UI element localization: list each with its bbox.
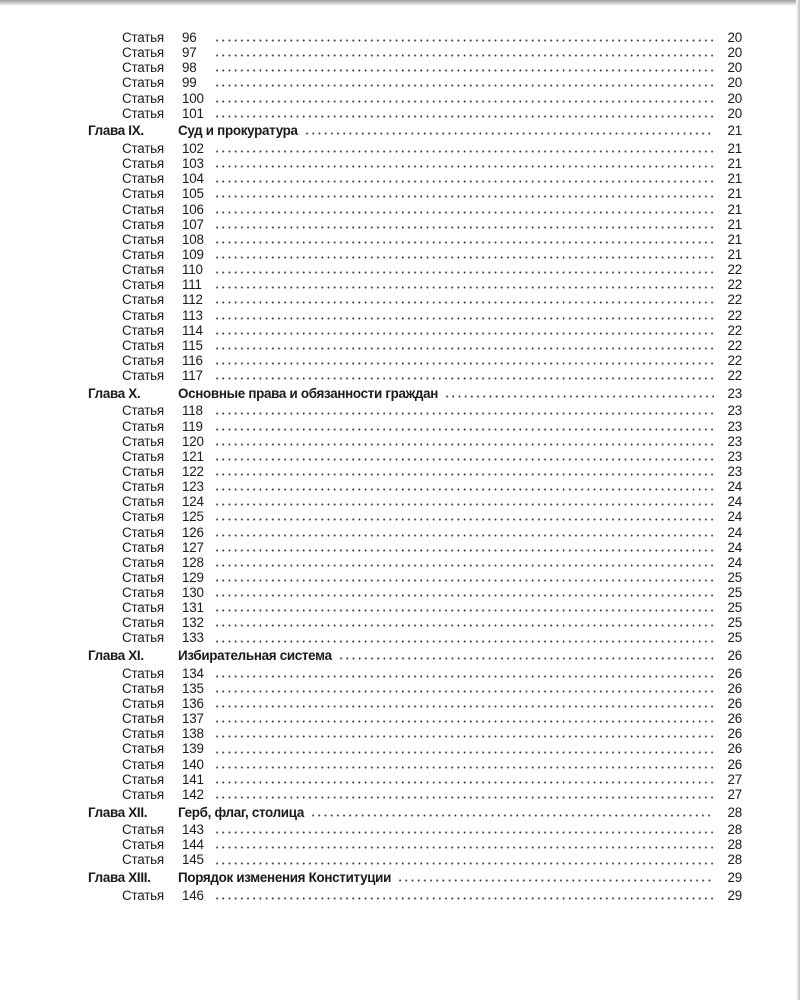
toc-article-row <box>88 353 742 368</box>
dot-leader <box>214 518 714 522</box>
article-label: Статья <box>122 771 164 787</box>
dot-leader <box>214 316 714 320</box>
toc-article-row <box>88 141 742 156</box>
article-number: 127 <box>182 539 204 555</box>
article-label: Статья <box>122 786 164 802</box>
article-number: 97 <box>182 45 197 61</box>
article-label: Статья <box>122 448 164 464</box>
page-number: 20 <box>727 45 742 61</box>
toc-article-row <box>88 323 742 338</box>
page-number: 28 <box>727 852 742 868</box>
article-label: Статья <box>122 554 164 570</box>
article-label: Статья <box>122 156 164 172</box>
toc-article-row <box>88 741 742 756</box>
article-label: Статья <box>122 696 164 712</box>
page-number: 24 <box>727 479 742 495</box>
article-number: 102 <box>182 140 204 156</box>
toc-article-row <box>88 681 742 696</box>
toc-article-row <box>88 217 742 232</box>
dot-leader <box>214 609 714 613</box>
article-label: Статья <box>122 615 164 631</box>
article-label: Статья <box>122 852 164 868</box>
toc-article-row <box>88 772 742 787</box>
dot-leader <box>214 594 714 598</box>
article-label: Статья <box>122 887 164 903</box>
article-label: Статья <box>122 30 164 45</box>
article-number: 122 <box>182 463 204 479</box>
toc-article-row <box>88 757 742 772</box>
article-number: 140 <box>182 756 204 772</box>
article-number: 116 <box>182 352 203 368</box>
article-label: Статья <box>122 140 164 156</box>
dot-leader <box>214 750 714 754</box>
page-number: 26 <box>727 696 742 712</box>
article-number: 120 <box>182 433 204 449</box>
dot-leader <box>214 624 714 628</box>
article-number: 130 <box>182 585 204 601</box>
page-number: 23 <box>727 403 742 419</box>
toc-article-row <box>88 822 742 837</box>
toc-article-row <box>88 585 742 600</box>
dot-leader <box>214 180 714 184</box>
article-number: 114 <box>182 322 203 338</box>
toc-article-row <box>88 711 742 726</box>
article-number: 96 <box>182 30 197 45</box>
page-number: 24 <box>727 494 742 510</box>
article-label: Статья <box>122 837 164 853</box>
chapter-title: Герб, флаг, столица <box>178 804 304 820</box>
article-number: 146 <box>182 887 204 903</box>
toc-article-row <box>88 525 742 540</box>
article-label: Статья <box>122 539 164 555</box>
article-label: Статья <box>122 262 164 278</box>
dot-leader <box>214 795 714 799</box>
dot-leader <box>214 503 714 507</box>
page-number: 26 <box>727 665 742 681</box>
article-label: Статья <box>122 433 164 449</box>
article-label: Статья <box>122 741 164 757</box>
article-label: Статья <box>122 277 164 293</box>
toc-article-row <box>88 555 742 570</box>
article-number: 134 <box>182 665 204 681</box>
dot-leader <box>214 442 714 446</box>
page-number: 20 <box>727 105 742 121</box>
page-top-edge <box>0 0 800 6</box>
toc-article-row <box>88 292 742 307</box>
toc-article-row <box>88 232 742 247</box>
toc-article-row <box>88 852 742 867</box>
page-number: 23 <box>727 448 742 464</box>
dot-leader <box>214 831 714 835</box>
page-number: 26 <box>727 648 742 664</box>
toc-article-row <box>88 600 742 615</box>
page-number: 27 <box>727 771 742 787</box>
article-number: 99 <box>182 75 197 91</box>
toc-article-row <box>88 338 742 353</box>
toc-article-row <box>88 368 742 383</box>
chapter-label: Глава XII. <box>88 804 148 820</box>
dot-leader <box>214 165 714 169</box>
page-number: 20 <box>727 75 742 91</box>
dot-leader <box>214 896 714 900</box>
article-number: 113 <box>182 307 203 323</box>
dot-leader <box>214 861 714 865</box>
article-number: 135 <box>182 680 204 696</box>
dot-leader <box>397 879 714 883</box>
page-number: 23 <box>727 385 742 401</box>
article-number: 126 <box>182 524 204 540</box>
dot-leader <box>444 394 714 398</box>
article-number: 98 <box>182 60 197 76</box>
page-number: 22 <box>727 322 742 338</box>
dot-leader <box>214 412 714 416</box>
article-number: 115 <box>182 337 203 353</box>
page-number: 25 <box>727 585 742 601</box>
toc-article-row <box>88 494 742 509</box>
article-number: 107 <box>182 216 204 232</box>
dot-leader <box>214 427 714 431</box>
article-number: 121 <box>182 448 204 464</box>
article-number: 117 <box>182 368 203 384</box>
toc-article-row <box>88 171 742 186</box>
dot-leader <box>214 210 714 214</box>
article-number: 111 <box>182 277 202 293</box>
article-label: Статья <box>122 756 164 772</box>
dot-leader <box>214 114 714 118</box>
article-number: 100 <box>182 90 204 106</box>
article-label: Статья <box>122 292 164 308</box>
dot-leader <box>214 735 714 739</box>
article-number: 109 <box>182 246 204 262</box>
dot-leader <box>214 240 714 244</box>
dot-leader <box>214 256 714 260</box>
dot-leader <box>214 473 714 477</box>
toc-article-row <box>88 615 742 630</box>
toc-chapter-row <box>88 648 742 663</box>
page-number: 21 <box>727 186 742 202</box>
dot-leader <box>214 674 714 678</box>
article-number: 128 <box>182 554 204 570</box>
article-number: 129 <box>182 569 204 585</box>
page-number: 26 <box>727 726 742 742</box>
article-label: Статья <box>122 60 164 76</box>
toc-article-row <box>88 202 742 217</box>
toc-article-row <box>88 106 742 121</box>
page-number: 20 <box>727 30 742 45</box>
page-number: 22 <box>727 262 742 278</box>
toc-chapter-row <box>88 123 742 138</box>
article-number: 124 <box>182 494 204 510</box>
toc-article-row <box>88 419 742 434</box>
toc-article-row <box>88 91 742 106</box>
article-label: Статья <box>122 307 164 323</box>
page-number: 21 <box>727 246 742 262</box>
article-number: 123 <box>182 479 204 495</box>
dot-leader <box>310 813 714 817</box>
toc-article-row <box>88 60 742 75</box>
toc-article-row <box>88 403 742 418</box>
chapter-label: Глава X. <box>88 385 141 401</box>
toc-article-row <box>88 156 742 171</box>
toc-article-row <box>88 726 742 741</box>
article-label: Статья <box>122 216 164 232</box>
chapter-title: Порядок изменения Конституции <box>178 870 392 886</box>
page-number: 29 <box>727 887 742 903</box>
page-number: 26 <box>727 741 742 757</box>
page-number: 25 <box>727 569 742 585</box>
article-number: 101 <box>182 105 204 121</box>
dot-leader <box>214 846 714 850</box>
article-label: Статья <box>122 201 164 217</box>
dot-leader <box>214 563 714 567</box>
page-number: 21 <box>727 216 742 232</box>
article-label: Статья <box>122 600 164 616</box>
article-number: 119 <box>182 418 203 434</box>
dot-leader <box>214 99 714 103</box>
article-number: 108 <box>182 231 204 247</box>
article-number: 110 <box>182 262 203 278</box>
article-number: 143 <box>182 822 204 838</box>
toc-chapter-row <box>88 386 742 401</box>
toc-article-row <box>88 666 742 681</box>
article-number: 103 <box>182 156 204 172</box>
article-label: Статья <box>122 509 164 525</box>
page-number: 28 <box>727 804 742 820</box>
toc-article-row <box>88 308 742 323</box>
toc-article-row <box>88 277 742 292</box>
page-number: 25 <box>727 615 742 631</box>
dot-leader <box>304 132 714 136</box>
article-number: 141 <box>182 771 204 787</box>
toc-chapter-row <box>88 805 742 820</box>
toc-article-row <box>88 837 742 852</box>
toc-article-row <box>88 787 742 802</box>
article-label: Статья <box>122 711 164 727</box>
article-label: Статья <box>122 680 164 696</box>
article-label: Статья <box>122 337 164 353</box>
article-number: 138 <box>182 726 204 742</box>
dot-leader <box>214 578 714 582</box>
dot-leader <box>214 639 714 643</box>
dot-leader <box>214 195 714 199</box>
page-number: 22 <box>727 292 742 308</box>
toc-article-row <box>88 509 742 524</box>
dot-leader <box>338 657 714 661</box>
dot-leader <box>214 225 714 229</box>
dot-leader <box>214 533 714 537</box>
article-label: Статья <box>122 45 164 61</box>
article-label: Статья <box>122 186 164 202</box>
dot-leader <box>214 301 714 305</box>
dot-leader <box>214 39 714 43</box>
article-label: Статья <box>122 246 164 262</box>
dot-leader <box>214 488 714 492</box>
article-number: 144 <box>182 837 204 853</box>
page-number: 22 <box>727 307 742 323</box>
article-number: 133 <box>182 630 204 646</box>
dot-leader <box>214 362 714 366</box>
toc-article-row <box>88 262 742 277</box>
article-label: Статья <box>122 524 164 540</box>
dot-leader <box>214 377 714 381</box>
page-number: 24 <box>727 554 742 570</box>
article-label: Статья <box>122 569 164 585</box>
article-label: Статья <box>122 90 164 106</box>
chapter-label: Глава IX. <box>88 123 144 139</box>
page-number: 25 <box>727 600 742 616</box>
article-label: Статья <box>122 494 164 510</box>
page-number: 25 <box>727 630 742 646</box>
page-number: 26 <box>727 756 742 772</box>
page-number: 20 <box>727 60 742 76</box>
page-number: 21 <box>727 201 742 217</box>
page-number: 23 <box>727 418 742 434</box>
page-number: 28 <box>727 822 742 838</box>
toc-article-row <box>88 540 742 555</box>
chapter-title: Суд и прокуратура <box>178 123 298 139</box>
dot-leader <box>214 548 714 552</box>
toc-article-row <box>88 696 742 711</box>
page-number: 21 <box>727 171 742 187</box>
page-number: 23 <box>727 463 742 479</box>
dot-leader <box>214 705 714 709</box>
article-number: 104 <box>182 171 204 187</box>
article-label: Статья <box>122 403 164 419</box>
dot-leader <box>214 286 714 290</box>
article-number: 137 <box>182 711 204 727</box>
article-number: 125 <box>182 509 204 525</box>
page-number: 24 <box>727 524 742 540</box>
dot-leader <box>214 689 714 693</box>
toc-article-row <box>88 630 742 645</box>
article-number: 106 <box>182 201 204 217</box>
page-number: 22 <box>727 277 742 293</box>
toc-article-row <box>88 434 742 449</box>
article-number: 118 <box>182 403 203 419</box>
chapter-label: Глава XI. <box>88 648 144 664</box>
page-number: 21 <box>727 156 742 172</box>
chapter-title: Основные права и обязанности граждан <box>178 385 439 401</box>
article-number: 105 <box>182 186 204 202</box>
article-label: Статья <box>122 479 164 495</box>
dot-leader <box>214 765 714 769</box>
dot-leader <box>214 780 714 784</box>
article-label: Статья <box>122 418 164 434</box>
page-number: 22 <box>727 352 742 368</box>
toc-article-row <box>88 479 742 494</box>
article-number: 142 <box>182 786 204 802</box>
article-number: 112 <box>182 292 203 308</box>
dot-leader <box>214 271 714 275</box>
toc-article-row <box>88 30 742 45</box>
dot-leader <box>214 457 714 461</box>
article-label: Статья <box>122 585 164 601</box>
page-number: 21 <box>727 231 742 247</box>
dot-leader <box>214 150 714 154</box>
chapter-label: Глава XIII. <box>88 870 151 886</box>
toc-article-row <box>88 75 742 90</box>
page-number: 29 <box>727 870 742 886</box>
page-number: 26 <box>727 711 742 727</box>
toc-chapter-row <box>88 870 742 885</box>
article-label: Статья <box>122 368 164 384</box>
page-number: 21 <box>727 123 742 139</box>
page-number: 27 <box>727 786 742 802</box>
article-number: 131 <box>182 600 204 616</box>
toc-article-row <box>88 186 742 201</box>
toc-article-row <box>88 45 742 60</box>
article-label: Статья <box>122 322 164 338</box>
article-label: Статья <box>122 726 164 742</box>
page-number: 22 <box>727 368 742 384</box>
article-label: Статья <box>122 822 164 838</box>
article-label: Статья <box>122 463 164 479</box>
dot-leader <box>214 720 714 724</box>
article-number: 132 <box>182 615 204 631</box>
article-label: Статья <box>122 231 164 247</box>
dot-leader <box>214 69 714 73</box>
article-label: Статья <box>122 171 164 187</box>
page-number: 23 <box>727 433 742 449</box>
dot-leader <box>214 84 714 88</box>
table-of-contents <box>88 30 742 903</box>
chapter-title: Избирательная система <box>178 648 332 664</box>
article-number: 136 <box>182 696 204 712</box>
toc-article-row <box>88 247 742 262</box>
article-label: Статья <box>122 105 164 121</box>
article-label: Статья <box>122 352 164 368</box>
page-number: 28 <box>727 837 742 853</box>
page-number: 24 <box>727 509 742 525</box>
dot-leader <box>214 346 714 350</box>
article-number: 139 <box>182 741 204 757</box>
dot-leader <box>214 331 714 335</box>
article-number: 145 <box>182 852 204 868</box>
article-label: Статья <box>122 75 164 91</box>
toc-article-row <box>88 449 742 464</box>
page-number: 24 <box>727 539 742 555</box>
page-right-edge <box>796 0 800 1000</box>
page-number: 22 <box>727 337 742 353</box>
toc-article-row <box>88 888 742 903</box>
page-number: 20 <box>727 90 742 106</box>
page-number: 26 <box>727 680 742 696</box>
toc-article-row <box>88 570 742 585</box>
dot-leader <box>214 54 714 58</box>
page-number: 21 <box>727 140 742 156</box>
article-label: Статья <box>122 630 164 646</box>
toc-article-row <box>88 464 742 479</box>
article-label: Статья <box>122 665 164 681</box>
